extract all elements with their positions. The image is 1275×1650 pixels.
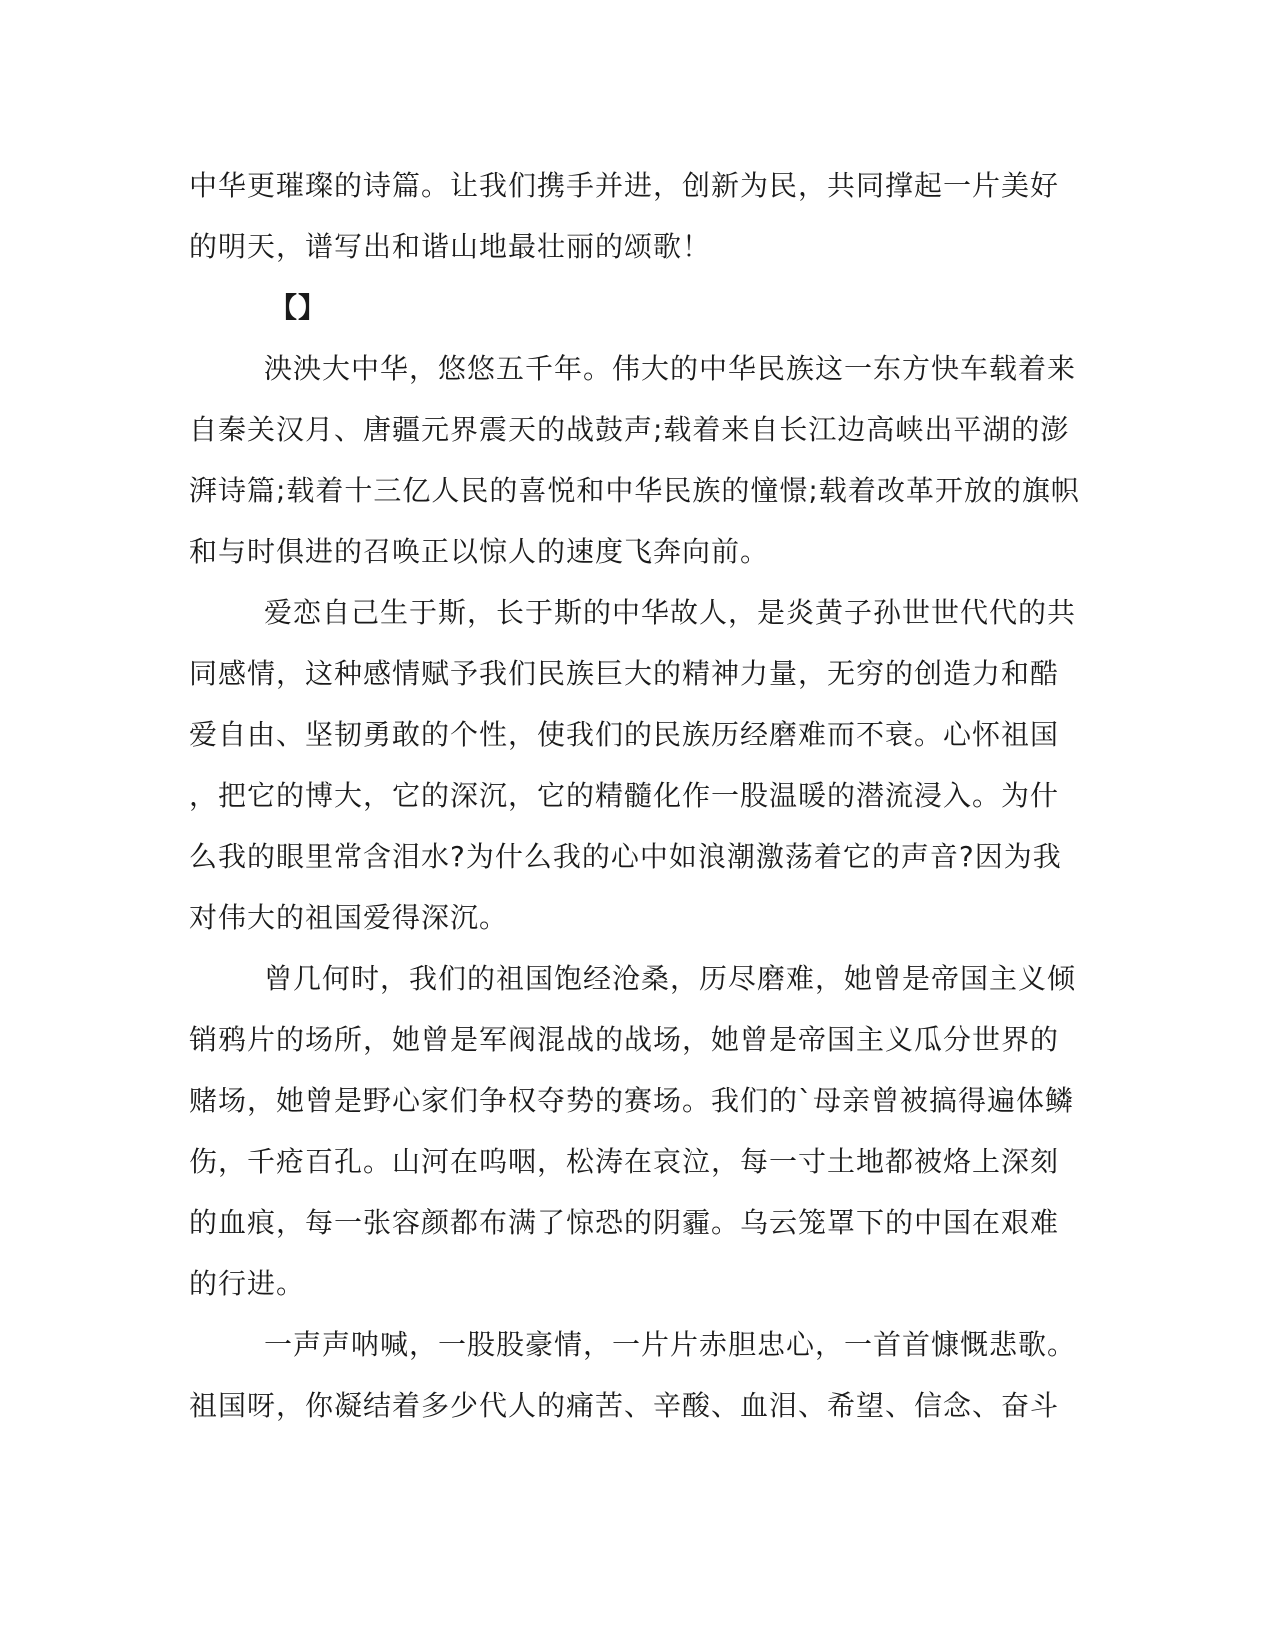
text-line: 爱自由、坚韧勇敢的个性，使我们的民族历经磨难而不衰。心怀祖国 <box>189 718 1060 751</box>
text-line: 自秦关汉月、唐疆元界震天的战鼓声;载着来自长江边高峡出平湖的澎 <box>189 413 1070 446</box>
text-line: 对伟大的祖国爱得深沉。 <box>189 901 509 934</box>
document-body <box>189 155 1081 1436</box>
text-line: 的明天，谱写出和谐山地最壮丽的颂歌！ <box>189 230 712 263</box>
paragraph-start-line: 爱恋自己生于斯，长于斯的中华故人，是炎黄子孙世世代代的共 <box>264 596 1077 629</box>
text-line: 和与时俱进的召唤正以惊人的速度飞奔向前。 <box>189 535 770 568</box>
text-line: 伤，千疮百孔。山河在呜咽，松涛在哀泣，每一寸土地都被烙上深刻 <box>189 1145 1060 1178</box>
text-line: 销鸦片的场所，她曾是军阀混战的战场，她曾是帝国主义瓜分世界的 <box>189 1023 1060 1056</box>
paragraph-start-line: 曾几何时，我们的祖国饱经沧桑，历尽磨难，她曾是帝国主义倾 <box>264 962 1077 995</box>
paragraph-start-line: 一声声呐喊，一股股豪情，一片片赤胆忠心，一首首慷慨悲歌。 <box>264 1328 1077 1361</box>
text-line: ，把它的博大，它的深沉，它的精髓化作一股温暖的潜流浸入。为什 <box>189 779 1060 812</box>
text-line: 祖国呀，你凝结着多少代人的痛苦、辛酸、血泪、希望、信念、奋斗 <box>189 1389 1060 1422</box>
text-line: 中华更璀璨的诗篇。让我们携手并进，创新为民，共同撑起一片美好 <box>189 169 1060 202</box>
paragraph-start-line: 泱泱大中华，悠悠五千年。伟大的中华民族这一东方快车载着来 <box>264 352 1077 385</box>
section-bracket: 【】 <box>269 291 328 324</box>
text-line: 赌场，她曾是野心家们争权夺势的赛场。我们的`母亲曾被搞得遍体鳞 <box>189 1084 1075 1117</box>
text-line: 的行进。 <box>189 1267 306 1300</box>
text-line: 同感情，这种感情赋予我们民族巨大的精神力量，无穷的创造力和酷 <box>189 657 1060 690</box>
text-line: 么我的眼里常含泪水?为什么我的心中如浪潮激荡着它的声音?因为我 <box>189 840 1062 873</box>
text-line: 的血痕，每一张容颜都布满了惊恐的阴霾。乌云笼罩下的中国在艰难 <box>189 1206 1060 1239</box>
text-line: 湃诗篇;载着十三亿人民的喜悦和中华民族的憧憬;载着改革开放的旗帜 <box>189 474 1080 507</box>
